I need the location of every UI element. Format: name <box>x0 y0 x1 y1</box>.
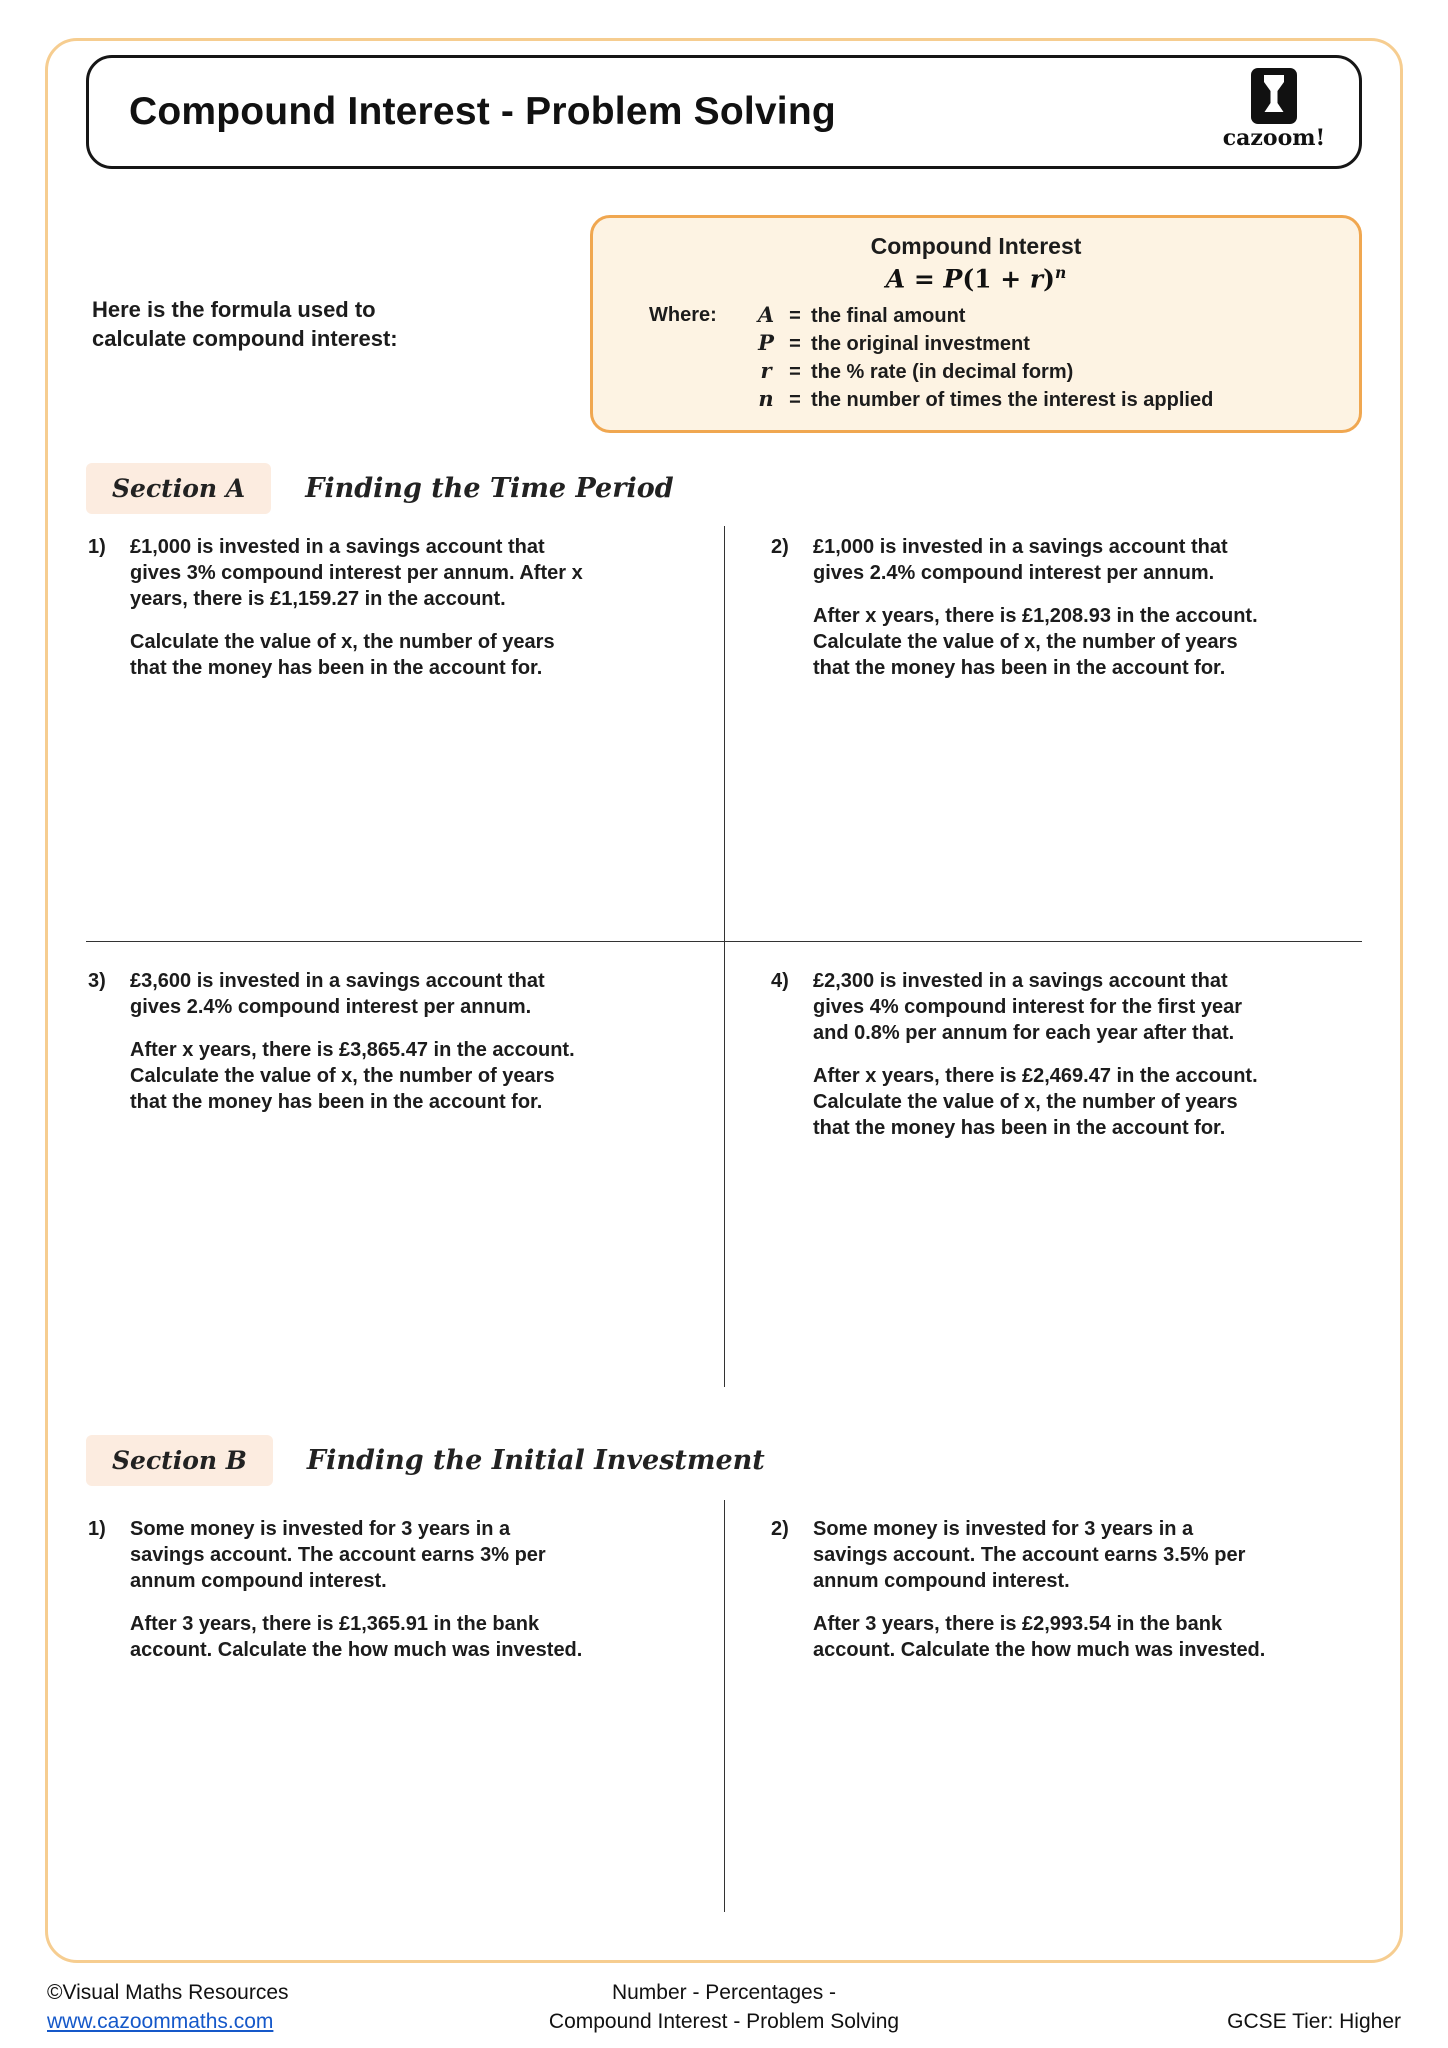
question-b2 <box>771 1516 1358 1680</box>
question-paragraph: Calculate the value of x, the number of years that the money has been in the account for. <box>130 631 555 680</box>
footer-topic-line1: Number - Percentages - <box>611 1981 837 2005</box>
question-paragraph: After x years, there is £3,865.47 in the account. Calculate the value of x, the number of years that the money has been in the account for. <box>130 1039 575 1114</box>
cazoom-logo-text: cazoom! <box>1222 125 1326 151</box>
question-paragraph: After x years, there is £1,208.93 in the account. Calculate the value of x, the number of years that the money has been in the account for. <box>813 605 1258 680</box>
formula-close: ) <box>1043 264 1055 294</box>
compound-interest-formula <box>619 263 1333 293</box>
question-number: 3) <box>88 970 106 993</box>
website-link[interactable]: www.cazoommaths.com <box>47 2009 274 2033</box>
formula-intro-text: Here is the formula used to calculate compound interest: <box>92 297 398 352</box>
definition-equals: = <box>789 333 801 356</box>
question-paragraph: After x years, there is £2,469.47 in the account. Calculate the value of x, the number of years that the money has been in the account for. <box>813 1065 1258 1140</box>
definition-row <box>753 302 1333 328</box>
section-b-title: Finding the Initial Investment <box>306 1445 765 1477</box>
section-b-label: Section B <box>86 1435 273 1486</box>
definition-equals: = <box>789 361 801 384</box>
page-title: Compound Interest - Problem Solving <box>129 90 836 133</box>
question-paragraph: £1,000 is invested in a savings account that gives 2.4% compound interest per annum. <box>813 536 1228 585</box>
page-footer <box>47 1976 1401 2036</box>
title-bar <box>86 55 1362 169</box>
question-cell <box>86 942 724 1387</box>
question-number: 1) <box>88 536 106 559</box>
question-a3 <box>88 968 688 1132</box>
copyright-text: ©Visual Maths Resources <box>47 1981 289 2005</box>
question-row <box>86 1500 1362 1912</box>
formula-var-a: A <box>885 264 906 294</box>
page-frame <box>45 38 1403 1963</box>
definition-symbol: P <box>758 330 774 356</box>
question-cell <box>724 526 1362 941</box>
question-number: 1) <box>88 1518 106 1541</box>
question-a1 <box>88 534 688 698</box>
question-a4 <box>771 968 1358 1158</box>
question-paragraph: £3,600 is invested in a savings account that gives 2.4% compound interest per annum. <box>130 970 545 1019</box>
section-a-label: Section A <box>86 463 271 514</box>
footer-topic-line2: Compound Interest - Problem Solving <box>548 2009 900 2033</box>
definition-meaning: the % rate (in decimal form) <box>811 361 1074 384</box>
where-label: Where: <box>649 304 717 327</box>
formula-equals: = <box>905 264 944 294</box>
definition-meaning: the original investment <box>811 333 1030 356</box>
definition-row <box>753 358 1333 384</box>
definition-meaning: the final amount <box>811 305 966 328</box>
question-row <box>86 941 1362 1387</box>
formula-exponent-n: n <box>1054 263 1067 282</box>
question-b1 <box>88 1516 688 1680</box>
question-number: 2) <box>771 536 789 559</box>
formula-section <box>86 215 1362 433</box>
formula-var-r: r <box>1029 264 1044 294</box>
formula-var-p: P <box>943 264 963 294</box>
question-a2 <box>771 534 1358 698</box>
question-paragraph: £2,300 is invested in a savings account that gives 4% compound interest for the first year and 0.8% per annum for each year after that. <box>813 970 1242 1045</box>
definition-equals: = <box>789 305 801 328</box>
question-number: 4) <box>771 970 789 993</box>
formula-box-title: Compound Interest <box>870 233 1082 259</box>
question-cell <box>86 526 724 941</box>
footer-center <box>549 1979 899 2036</box>
definition-symbol: n <box>758 386 774 412</box>
formula-definitions <box>619 302 1333 414</box>
section-b-header <box>86 1435 1362 1486</box>
question-number: 2) <box>771 1518 789 1541</box>
section-a-title: Finding the Time Period <box>305 473 674 505</box>
question-paragraph: £1,000 is invested in a savings account that gives 3% compound interest per annum. After x years, there is £1,159.27 in the account. <box>130 536 583 611</box>
definition-symbol: r <box>760 358 772 384</box>
question-cell <box>724 1500 1362 1912</box>
formula-open: (1 + <box>962 264 1030 294</box>
cazoom-logo <box>1215 68 1333 151</box>
definition-meaning: the number of times the interest is applied <box>811 389 1214 412</box>
section-a-header <box>86 463 1362 514</box>
question-paragraph: After 3 years, there is £1,365.91 in the bank account. Calculate the how much was invested. <box>130 1613 583 1662</box>
formula-box <box>590 215 1362 433</box>
question-paragraph: Some money is invested for 3 years in a savings account. The account earns 3.5% per annum compound interest. <box>813 1518 1246 1593</box>
definition-symbol: A <box>757 302 775 328</box>
question-paragraph: Some money is invested for 3 years in a savings account. The account earns 3% per annum compound interest. <box>130 1518 546 1593</box>
definition-row <box>753 330 1333 356</box>
question-row <box>86 526 1362 941</box>
cazoom-logo-icon <box>1215 68 1333 124</box>
question-cell <box>86 1500 724 1912</box>
footer-tier: GCSE Tier: Higher <box>1227 2010 1401 2033</box>
definition-row <box>753 386 1333 412</box>
definition-equals: = <box>789 389 801 412</box>
footer-left <box>47 1979 289 2036</box>
question-cell <box>724 942 1362 1387</box>
question-paragraph: After 3 years, there is £2,993.54 in the bank account. Calculate the how much was invested. <box>813 1613 1266 1662</box>
